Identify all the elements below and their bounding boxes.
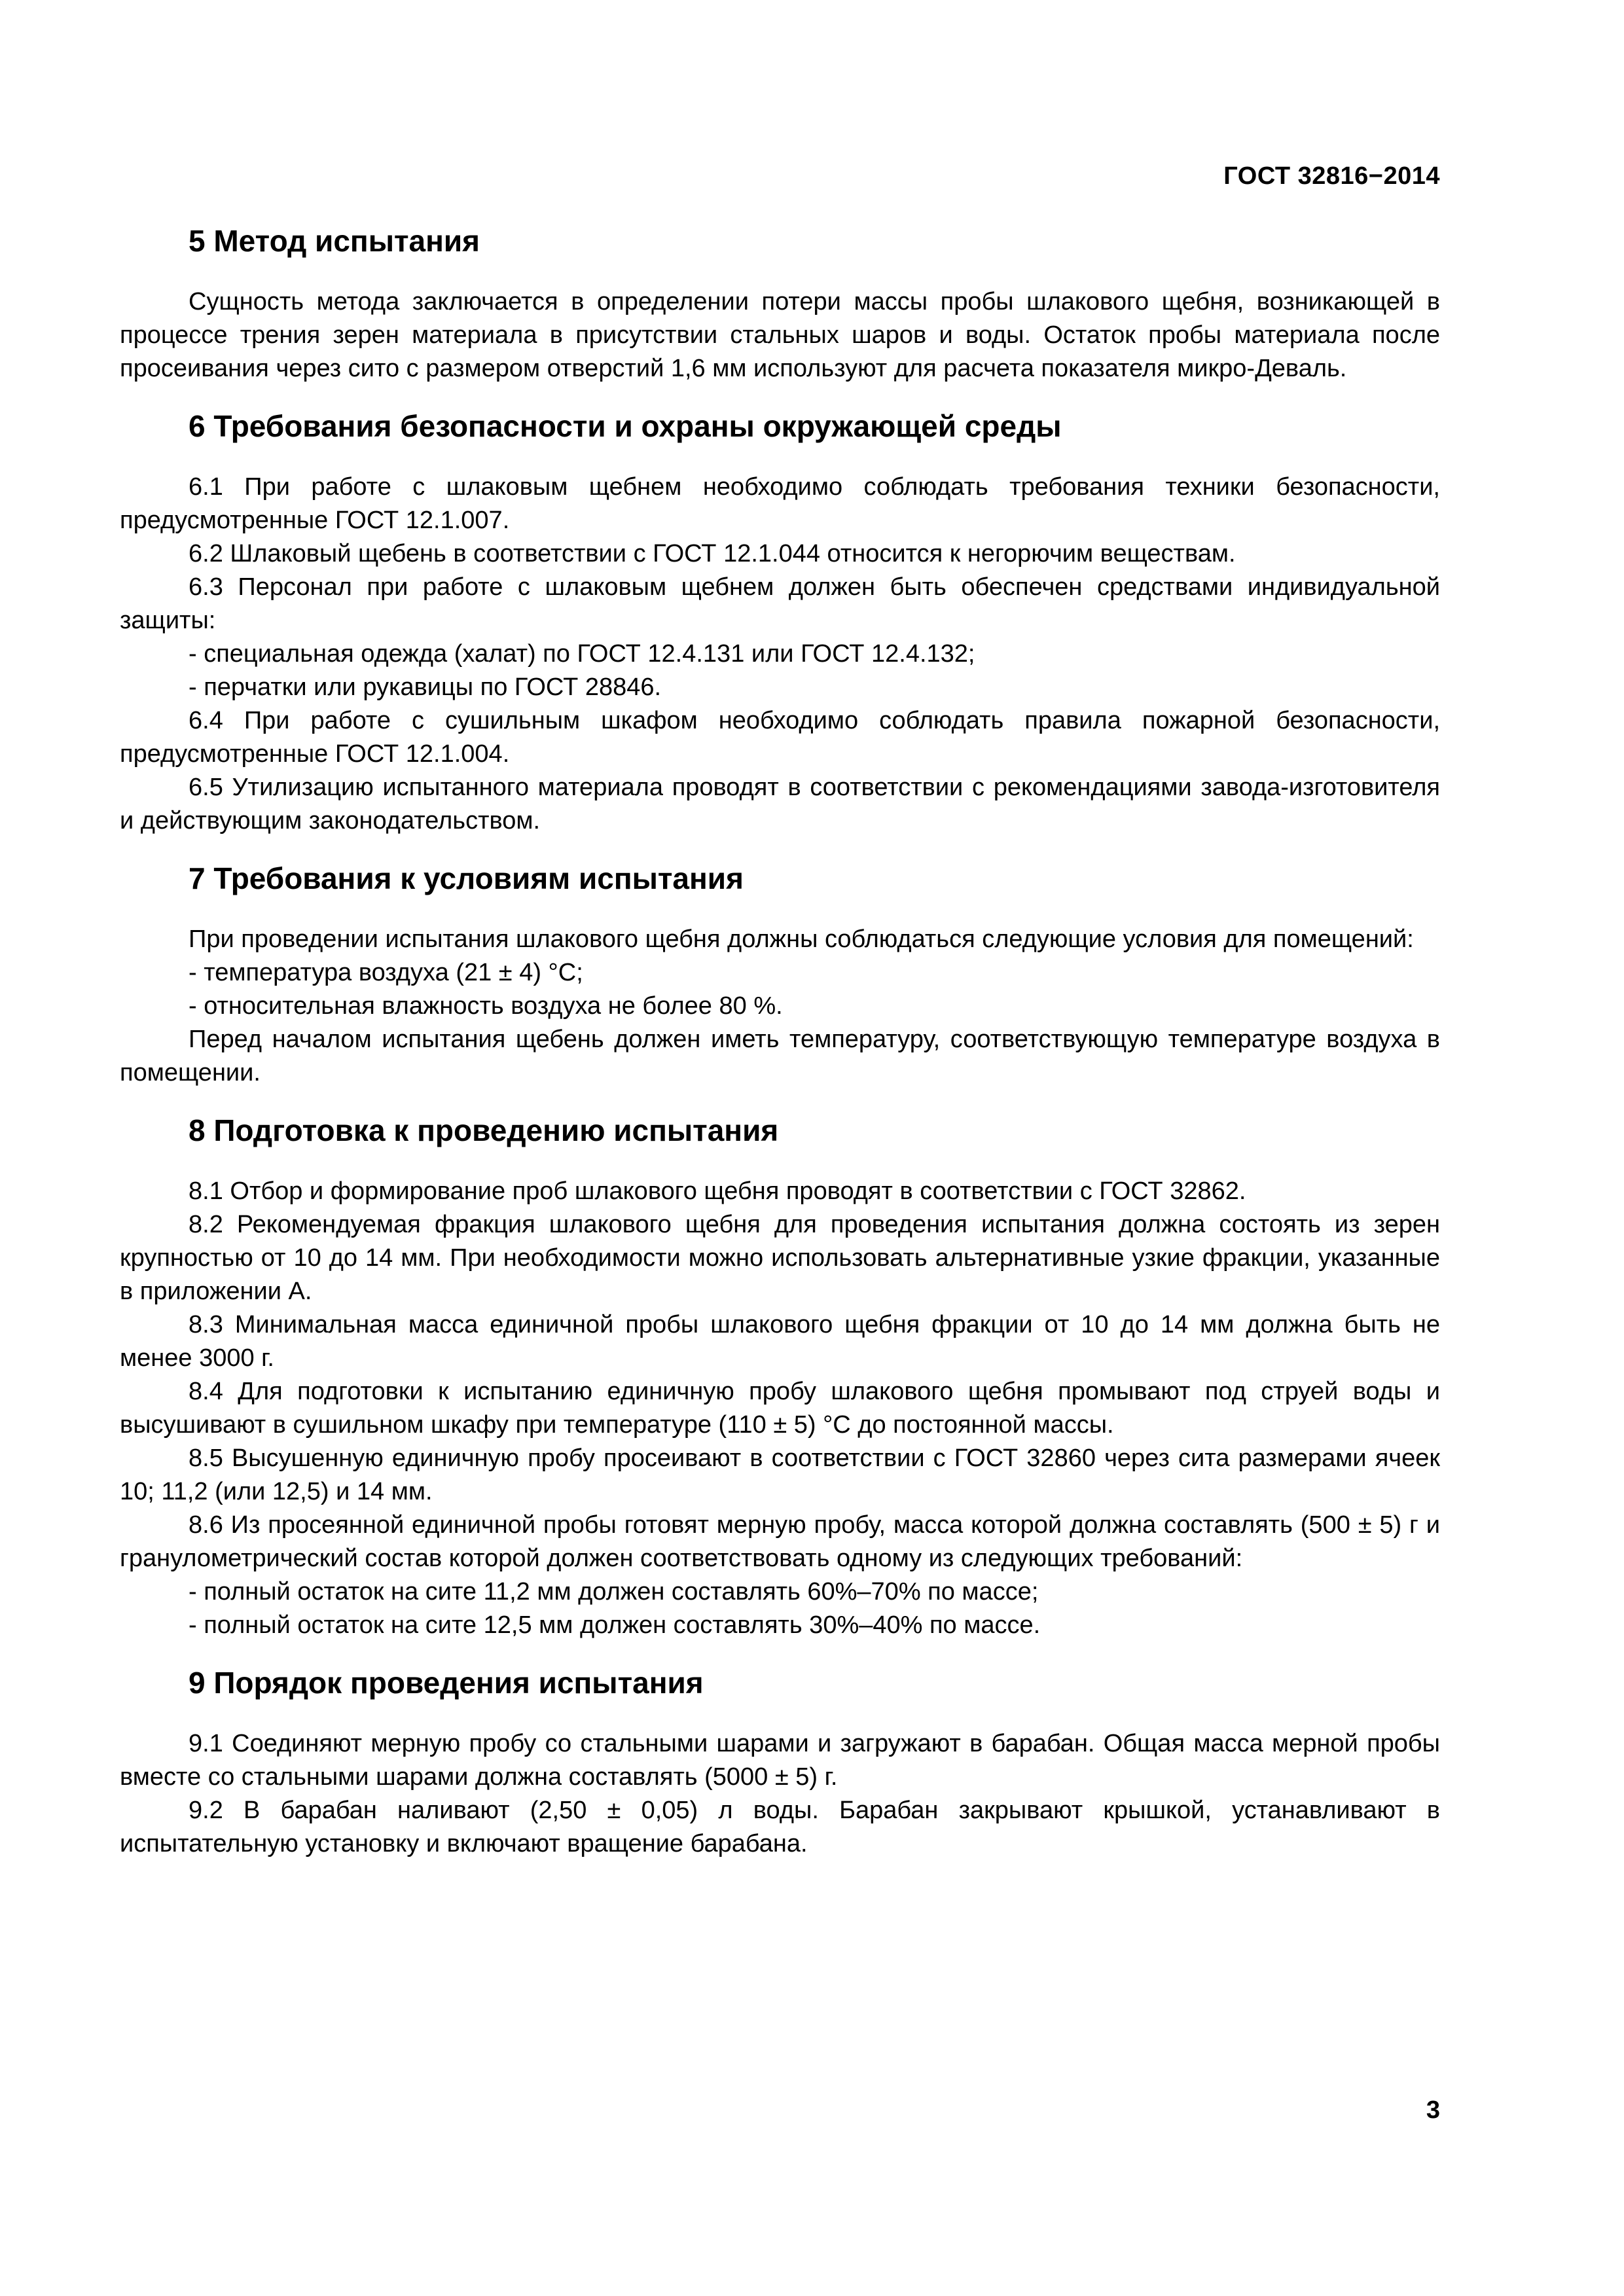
paragraph: 8.6 Из просеянной единичной пробы готовят мерную пробу, масса которой должна составлять (500 ± 5) г и гранулометрический состав которой должен соответствовать одному из следующих требований: xyxy=(120,1511,1440,1572)
document-body xyxy=(120,221,1440,1861)
list-item: - перчатки или рукавицы по ГОСТ 28846. xyxy=(189,673,662,701)
section-title: 9 Порядок проведения испытания xyxy=(189,1666,704,1700)
document-code: ГОСТ 32816−2014 xyxy=(1223,162,1440,190)
section-title: 7 Требования к условиям испытания xyxy=(189,861,744,895)
paragraph: 9.2 В барабан наливают (2,50 ± 0,05) л воды. Барабан закрывают крышкой, устанавливают в испытательную установку и включают вращение барабана. xyxy=(120,1797,1440,1857)
paragraph: 6.2 Шлаковый щебень в соответствии с ГОСТ 12.1.044 относится к негорючим веществам. xyxy=(189,540,1236,567)
list-item: - полный остаток на сите 11,2 мм должен составлять 60%–70% по массе; xyxy=(189,1578,1039,1605)
paragraph: Перед началом испытания щебень должен иметь температуру, соответствующую температуре воздуха в помещении. xyxy=(120,1026,1440,1086)
section-title: 5 Метод испытания xyxy=(189,224,480,258)
page-number: 3 xyxy=(1426,2096,1440,2124)
paragraph: 6.1 При работе с шлаковым щебнем необходимо соблюдать требования техники безопасности, предусмотренные ГОСТ 12.1.007. xyxy=(120,473,1440,534)
section-5-method xyxy=(120,221,1440,386)
list-item: - специальная одежда (халат) по ГОСТ 12.4.131 или ГОСТ 12.4.132; xyxy=(189,640,975,668)
paragraph: 8.3 Минимальная масса единичной пробы шлакового щебня фракции от 10 до 14 мм должна быть не менее 3000 г. xyxy=(120,1311,1440,1372)
section-6-safety xyxy=(120,406,1440,838)
section-8-preparation xyxy=(120,1111,1440,1642)
section-7-conditions xyxy=(120,859,1440,1090)
paragraph: 9.1 Соединяют мерную пробу со стальными шарами и загружают в барабан. Общая масса мерной пробы вместе со стальными шарами должна составлять (5000 ± 5) г. xyxy=(120,1730,1440,1791)
list-item: - температура воздуха (21 ± 4) °С; xyxy=(189,959,583,986)
section-title: 8 Подготовка к проведению испытания xyxy=(189,1113,779,1147)
section-9-procedure xyxy=(120,1663,1440,1861)
paragraph: 8.1 Отбор и формирование проб шлакового щебня проводят в соответствии с ГОСТ 32862. xyxy=(189,1177,1246,1205)
paragraph: 6.3 Персонал при работе с шлаковым щебнем должен быть обеспечен средствами индивидуальной защиты: xyxy=(120,573,1440,634)
list-item: - полный остаток на сите 12,5 мм должен составлять 30%–40% по массе. xyxy=(189,1611,1041,1639)
paragraph: При проведении испытания шлакового щебня должны соблюдаться следующие условия для помещений: xyxy=(189,925,1414,953)
paragraph: 8.5 Высушенную единичную пробу просеивают в соответствии с ГОСТ 32860 через сита размерами ячеек 10; 11,2 (или 12,5) и 14 мм. xyxy=(120,1444,1440,1505)
paragraph: 6.5 Утилизацию испытанного материала проводят в соответствии с рекомендациями завода-изготовителя и действующим законодательством. xyxy=(120,774,1440,834)
paragraph: 8.4 Для подготовки к испытанию единичную пробу шлакового щебня промывают под струей воды и высушивают в сушильном шкафу при температуре (110 ± 5) °С до постоянной массы. xyxy=(120,1378,1440,1439)
paragraph: 6.4 При работе с сушильным шкафом необходимо соблюдать правила пожарной безопасности, предусмотренные ГОСТ 12.1.004. xyxy=(120,707,1440,768)
list-item: - относительная влажность воздуха не более 80 %. xyxy=(189,992,783,1020)
paragraph: Сущность метода заключается в определении потери массы пробы шлакового щебня, возникающей в процессе трения зерен материала в присутствии стальных шаров и воды. Остаток пробы материала после просеивания через сито с размером отверстий 1,6 мм используют для расчета показателя микро-Деваль. xyxy=(120,288,1440,382)
section-title: 6 Требования безопасности и охраны окружающей среды xyxy=(189,409,1062,443)
paragraph: 8.2 Рекомендуемая фракция шлакового щебня для проведения испытания должна состоять из зерен крупностью от 10 до 14 мм. При необходимости можно использовать альтернативные узкие фракции, указанные в приложении А. xyxy=(120,1211,1440,1305)
